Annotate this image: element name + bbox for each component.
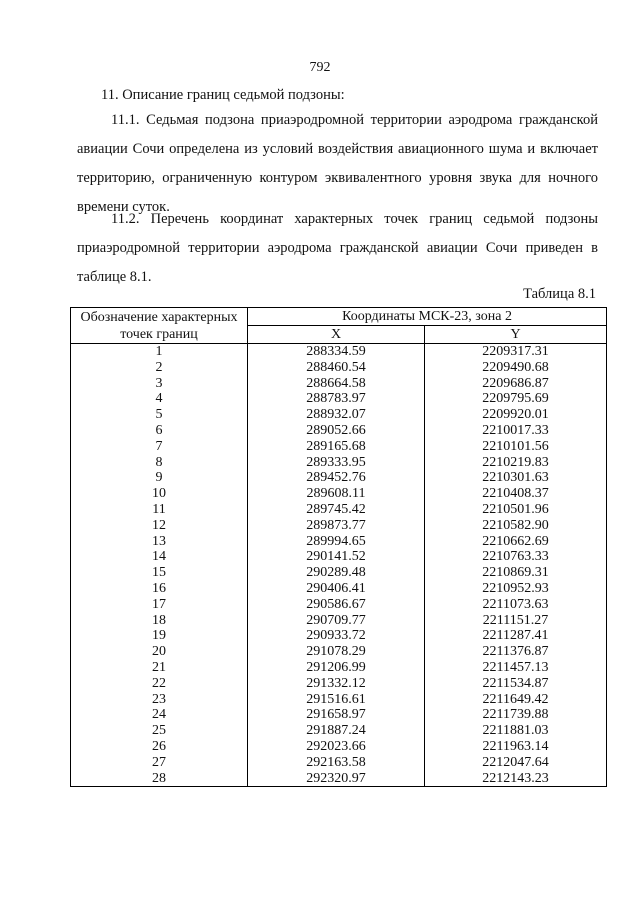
table-row xyxy=(71,628,607,644)
section-heading: 11. Описание границ седьмой подзоны: xyxy=(101,87,345,103)
table-row xyxy=(71,360,607,376)
coordinates-table xyxy=(70,307,607,787)
cell-x: 288664.58 xyxy=(248,376,425,392)
cell-point: 3 xyxy=(71,376,248,392)
cell-x: 288932.07 xyxy=(248,407,425,423)
cell-x: 288783.97 xyxy=(248,391,425,407)
paragraph-11-1: 11.1. Седьмая подзона приаэродромной территории аэродрома гражданской авиации Сочи определена из условий воздействия авиационного шума и включает территорию, ограниченную контуром эквивалентного уровня звука для ночного времени суток. xyxy=(77,112,598,215)
table-row xyxy=(71,676,607,692)
table-row xyxy=(71,723,607,739)
cell-y: 2210219.83 xyxy=(425,455,607,471)
cell-y: 2209920.01 xyxy=(425,407,607,423)
cell-point: 27 xyxy=(71,755,248,771)
cell-x: 289333.95 xyxy=(248,455,425,471)
cell-x: 290406.41 xyxy=(248,581,425,597)
table-row xyxy=(71,344,607,360)
cell-y: 2209686.87 xyxy=(425,376,607,392)
page-number: 792 xyxy=(309,60,331,75)
cell-point: 17 xyxy=(71,597,248,613)
cell-x: 292163.58 xyxy=(248,755,425,771)
cell-y: 2210501.96 xyxy=(425,502,607,518)
paragraph-11-2: 11.2. Перечень координат характерных точек границ седьмой подзоны приаэродромной территории аэродрома гражданской авиации Сочи приведен в таблице 8.1. xyxy=(77,211,598,285)
cell-point: 6 xyxy=(71,423,248,439)
table-body xyxy=(71,344,607,787)
cell-point: 26 xyxy=(71,739,248,755)
table-row xyxy=(71,597,607,613)
cell-y: 2209317.31 xyxy=(425,344,607,360)
table-row xyxy=(71,739,607,755)
cell-x: 292023.66 xyxy=(248,739,425,755)
cell-x: 289873.77 xyxy=(248,518,425,534)
table-row xyxy=(71,549,607,565)
cell-point: 5 xyxy=(71,407,248,423)
cell-x: 290709.77 xyxy=(248,613,425,629)
cell-y: 2209490.68 xyxy=(425,360,607,376)
cell-point: 4 xyxy=(71,391,248,407)
cell-y: 2211881.03 xyxy=(425,723,607,739)
table-row xyxy=(71,644,607,660)
cell-point: 24 xyxy=(71,707,248,723)
cell-y: 2211963.14 xyxy=(425,739,607,755)
table-row xyxy=(71,486,607,502)
cell-x: 289608.11 xyxy=(248,486,425,502)
cell-y: 2210952.93 xyxy=(425,581,607,597)
cell-point: 9 xyxy=(71,470,248,486)
cell-y: 2211534.87 xyxy=(425,676,607,692)
table-caption: Таблица 8.1 xyxy=(523,286,596,302)
table-row xyxy=(71,581,607,597)
table-row xyxy=(71,518,607,534)
table-row xyxy=(71,565,607,581)
table-row xyxy=(71,407,607,423)
cell-y: 2210408.37 xyxy=(425,486,607,502)
cell-x: 289452.76 xyxy=(248,470,425,486)
cell-point: 20 xyxy=(71,644,248,660)
cell-point: 22 xyxy=(71,676,248,692)
cell-y: 2210763.33 xyxy=(425,549,607,565)
table-row xyxy=(71,391,607,407)
cell-y: 2211073.63 xyxy=(425,597,607,613)
table-row xyxy=(71,455,607,471)
table-row xyxy=(71,755,607,771)
cell-y: 2211151.27 xyxy=(425,613,607,629)
cell-y: 2211739.88 xyxy=(425,707,607,723)
cell-x: 290933.72 xyxy=(248,628,425,644)
header-y: Y xyxy=(425,326,607,344)
cell-x: 290141.52 xyxy=(248,549,425,565)
cell-point: 1 xyxy=(71,344,248,360)
cell-y: 2210017.33 xyxy=(425,423,607,439)
cell-point: 18 xyxy=(71,613,248,629)
cell-point: 10 xyxy=(71,486,248,502)
table-row xyxy=(71,771,607,787)
cell-point: 25 xyxy=(71,723,248,739)
cell-x: 290586.67 xyxy=(248,597,425,613)
cell-x: 289052.66 xyxy=(248,423,425,439)
header-coordinates: Координаты МСК-23, зона 2 xyxy=(248,308,607,326)
header-x: X xyxy=(248,326,425,344)
table-row xyxy=(71,692,607,708)
table-row xyxy=(71,613,607,629)
table-row xyxy=(71,660,607,676)
table-row xyxy=(71,376,607,392)
cell-point: 12 xyxy=(71,518,248,534)
cell-point: 7 xyxy=(71,439,248,455)
header-point-designation: Обозначение характерных точек границ xyxy=(71,308,248,344)
cell-x: 291206.99 xyxy=(248,660,425,676)
cell-y: 2210101.56 xyxy=(425,439,607,455)
table-row xyxy=(71,534,607,550)
cell-x: 291887.24 xyxy=(248,723,425,739)
cell-point: 13 xyxy=(71,534,248,550)
cell-point: 2 xyxy=(71,360,248,376)
cell-x: 289745.42 xyxy=(248,502,425,518)
table-row xyxy=(71,707,607,723)
cell-y: 2210662.69 xyxy=(425,534,607,550)
cell-point: 23 xyxy=(71,692,248,708)
cell-point: 16 xyxy=(71,581,248,597)
cell-x: 288460.54 xyxy=(248,360,425,376)
cell-y: 2211376.87 xyxy=(425,644,607,660)
cell-point: 15 xyxy=(71,565,248,581)
cell-x: 291078.29 xyxy=(248,644,425,660)
cell-point: 21 xyxy=(71,660,248,676)
cell-y: 2211457.13 xyxy=(425,660,607,676)
cell-y: 2212143.23 xyxy=(425,771,607,787)
cell-point: 11 xyxy=(71,502,248,518)
cell-point: 19 xyxy=(71,628,248,644)
cell-y: 2210301.63 xyxy=(425,470,607,486)
table-row xyxy=(71,470,607,486)
cell-x: 292320.97 xyxy=(248,771,425,787)
table-row xyxy=(71,439,607,455)
table-row xyxy=(71,423,607,439)
cell-x: 289165.68 xyxy=(248,439,425,455)
cell-x: 291332.12 xyxy=(248,676,425,692)
cell-y: 2212047.64 xyxy=(425,755,607,771)
cell-x: 291658.97 xyxy=(248,707,425,723)
cell-x: 288334.59 xyxy=(248,344,425,360)
cell-x: 291516.61 xyxy=(248,692,425,708)
cell-y: 2211649.42 xyxy=(425,692,607,708)
cell-x: 290289.48 xyxy=(248,565,425,581)
cell-y: 2210582.90 xyxy=(425,518,607,534)
table-row xyxy=(71,502,607,518)
cell-point: 28 xyxy=(71,771,248,787)
cell-y: 2209795.69 xyxy=(425,391,607,407)
cell-point: 14 xyxy=(71,549,248,565)
cell-x: 289994.65 xyxy=(248,534,425,550)
cell-y: 2210869.31 xyxy=(425,565,607,581)
cell-y: 2211287.41 xyxy=(425,628,607,644)
cell-point: 8 xyxy=(71,455,248,471)
